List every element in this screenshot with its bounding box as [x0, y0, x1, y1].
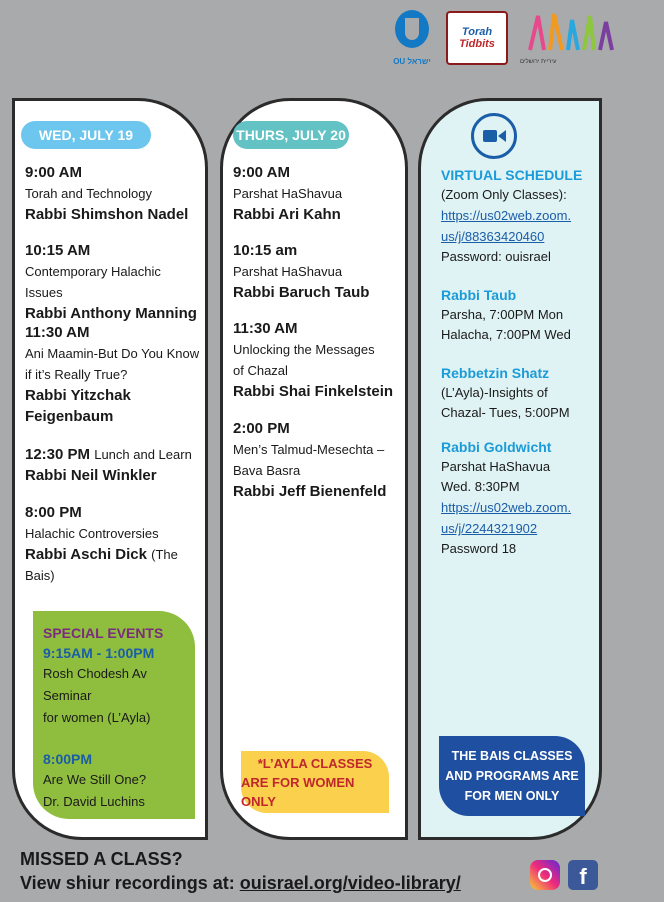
special-time: 9:15AM - 1:00PM [43, 645, 155, 661]
entry-desc: Parshat HaShavua [233, 186, 343, 201]
day-label-wed: WED, JULY 19 [21, 121, 151, 149]
day-label-thu: THURS, JULY 20 [233, 121, 349, 149]
taub-class-2: Halacha, 7:00PM Wed [441, 327, 571, 342]
shatz-class-1: (L’Ayla)-Insights of [441, 385, 548, 400]
entry-desc: Unlocking the Messages [233, 342, 375, 357]
entry-rabbi: Rabbi Ari Kahn [233, 206, 341, 223]
zoom-camera-icon [471, 113, 517, 159]
men-notice-line1: THE BAIS CLASSES [451, 749, 573, 763]
shatz-class-2: Chazal- Tues, 5:00PM [441, 405, 570, 420]
entry-rabbi: Rabbi Neil Winkler [25, 467, 157, 484]
schedule-entry [25, 323, 201, 427]
logo-bar [390, 8, 616, 68]
special-events-title: SPECIAL EVENTS [43, 625, 164, 641]
entry-time: 9:00 AM [233, 164, 290, 181]
entry-note: (The Bais) [25, 547, 178, 583]
jerusalem-caption: עיריית ירושלים [520, 59, 557, 65]
entry-time: 11:30 AM [233, 320, 298, 337]
goldwicht-class-1: Parshat HaShavua [441, 459, 551, 474]
special-time: 8:00PM [43, 751, 93, 767]
layla-notice-line1: *L’AYLA CLASSES [257, 755, 373, 771]
zoom-link-1-cont[interactable]: us/j/88363420460 [441, 229, 545, 244]
entry-rabbi: Rabbi Jeff Bienenfeld [233, 483, 387, 500]
zoom-link-2-cont[interactable]: us/j/2244321902 [441, 521, 538, 536]
entry-time: 11:30 AM [25, 324, 90, 341]
rebbetzin-shatz-heading: Rebbetzin Shatz [441, 365, 550, 381]
rabbi-taub-heading: Rabbi Taub [441, 287, 517, 303]
virtual-schedule-column [418, 98, 602, 840]
thursday-column [220, 98, 408, 840]
wednesday-column [12, 98, 208, 840]
entry-rabbi: Rabbi Shai Finkelstein [233, 383, 394, 400]
footer [20, 847, 461, 895]
facebook-icon[interactable]: f [568, 860, 598, 890]
entry-time: 9:00 AM [25, 164, 82, 181]
schedule-entry [25, 503, 201, 586]
entry-time: 2:00 PM [233, 420, 290, 437]
zoom-link-2[interactable]: https://us02web.zoom. [441, 500, 572, 515]
schedule-entry [25, 241, 201, 324]
torah-tidbits-logo [446, 11, 508, 65]
special-desc: Rosh Chodesh Av Seminar [43, 666, 147, 703]
recordings-link[interactable]: ouisrael.org/video-library/ [239, 873, 461, 893]
entry-desc: Parshat HaShavua [233, 264, 343, 279]
entry-rabbi: Rabbi Baruch Taub [233, 284, 370, 301]
entry-rabbi: Rabbi Aschi Dick (The Bais) [25, 546, 178, 583]
entry-rabbi: Feigenbaum [25, 408, 114, 425]
entry-desc: Ani Maamin-But Do You Know [25, 346, 200, 361]
recordings-line: View shiur recordings at: ouisrael.org/video-library/ [20, 873, 461, 893]
entry-desc: if it’s Really True? [25, 367, 128, 382]
entry-rabbi: Rabbi Shimshon Nadel [25, 206, 189, 223]
entry-time: 12:30 PM Lunch and Learn [25, 446, 192, 463]
ou-logo-caption: OU ישראל [393, 57, 431, 66]
layla-notice [241, 751, 389, 813]
entry-time: 10:15 am [233, 242, 298, 259]
entry-rabbi: Rabbi Anthony Manning [25, 305, 197, 322]
special-desc: Are We Still One? [43, 772, 147, 787]
men-notice-line3: FOR MEN ONLY [464, 789, 560, 803]
social-icons [530, 860, 598, 890]
schedule-entry [233, 163, 401, 225]
schedule-entry [233, 419, 401, 502]
men-only-notice [439, 736, 585, 816]
entry-rabbi: Rabbi Yitzchak [25, 387, 131, 404]
rabbi-goldwicht-heading: Rabbi Goldwicht [441, 439, 552, 455]
entry-desc: Lunch and Learn [94, 447, 192, 462]
layla-notice-line2: ARE FOR WOMEN ONLY [241, 774, 355, 809]
schedule-entry [25, 163, 201, 225]
virtual-subtitle: (Zoom Only Classes): [441, 187, 567, 202]
taub-class-1: Parsha, 7:00PM Mon [441, 307, 564, 322]
password-1: Password: ouisrael [441, 249, 551, 264]
entry-desc: Halachic Controversies [25, 526, 159, 541]
special-desc: Dr. David Luchins [43, 794, 145, 809]
virtual-schedule [441, 165, 595, 559]
schedule-entry [233, 319, 401, 402]
missed-class-heading: MISSED A CLASS? [20, 849, 183, 869]
men-notice-line2: AND PROGRAMS ARE [445, 769, 579, 783]
special-events-box [33, 611, 195, 819]
zoom-link-1[interactable]: https://us02web.zoom. [441, 208, 572, 223]
entry-desc: Torah and Technology [25, 186, 152, 201]
entry-time: 8:00 PM [25, 504, 82, 521]
entry-time: 10:15 AM [25, 242, 91, 259]
schedule-entry [25, 445, 201, 486]
ou-israel-logo [390, 10, 434, 66]
torah-tidbits-line1: Torah [461, 25, 493, 38]
entry-desc: Contemporary Halachic Issues [25, 264, 161, 300]
jerusalem-municipality-logo [520, 10, 616, 66]
password-2: Password 18 [441, 541, 517, 556]
entry-desc: of Chazal [233, 363, 288, 378]
torah-tidbits-line2: Tidbits [459, 38, 495, 50]
entry-desc: Bava Basra [233, 463, 301, 478]
instagram-icon[interactable] [530, 860, 560, 890]
schedule-entry [233, 241, 401, 303]
virtual-schedule-title: VIRTUAL SCHEDULE [441, 167, 583, 183]
entry-desc: Men’s Talmud-Mesechta – [233, 442, 385, 457]
goldwicht-class-2: Wed. 8:30PM [441, 479, 520, 494]
special-desc: for women (L’Ayla) [43, 710, 151, 725]
